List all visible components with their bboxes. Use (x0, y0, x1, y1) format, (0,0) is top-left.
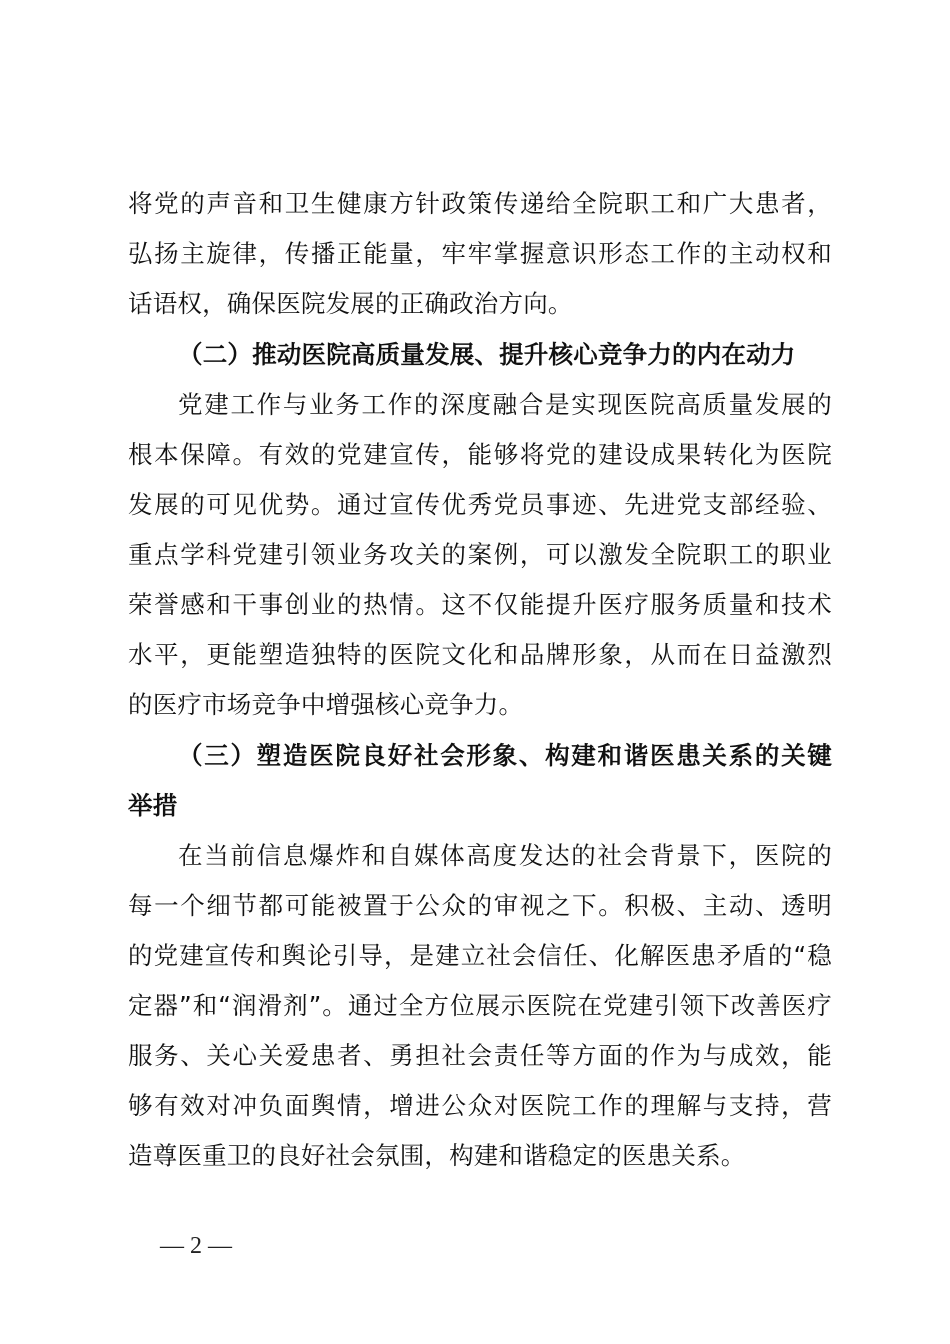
paragraph-line: 的党建宣传和舆论引导，是建立社会信任、化解医患矛盾的“稳 (128, 941, 832, 970)
paragraph-line: 够有效对冲负面舆情，增进公众对医院工作的理解与支持，营 (128, 1091, 832, 1120)
paragraph-line: 定器”和“润滑剂”。通过全方位展示医院在党建引领下改善医疗 (128, 991, 832, 1020)
paragraph-line: 服务、关心关爱患者、勇担社会责任等方面的作为与成效，能 (128, 1041, 832, 1070)
paragraph-line: 将党的声音和卫生健康方针政策传递给全院职工和广大患者， (128, 189, 832, 218)
paragraph-line: 发展的可见优势。通过宣传优秀党员事迹、先进党支部经验、 (128, 490, 832, 519)
paragraph-line: 荣誉感和干事创业的热情。这不仅能提升医疗服务质量和技术 (128, 590, 832, 619)
paragraph-line: 造尊医重卫的良好社会氛围，构建和谐稳定的医患关系。 (128, 1141, 746, 1170)
paragraph-line: 话语权，确保医院发展的正确政治方向。 (128, 289, 573, 318)
paragraph-line: 的医疗市场竞争中增强核心竞争力。 (128, 690, 524, 719)
section-heading-2: （二）推动医院高质量发展、提升核心竞争力的内在动力 (178, 340, 796, 369)
section-heading-3-continued: 举措 (128, 791, 178, 820)
section-heading-3: （三）塑造医院良好社会形象、构建和谐医患关系的关键 (178, 741, 832, 770)
paragraph-line: 每一个细节都可能被置于公众的审视之下。积极、主动、透明 (128, 891, 832, 920)
paragraph-line: 根本保障。有效的党建宣传，能够将党的建设成果转化为医院 (128, 440, 832, 469)
paragraph-line: 弘扬主旋律，传播正能量，牢牢掌握意识形态工作的主动权和 (128, 239, 832, 268)
paragraph-line: 党建工作与业务工作的深度融合是实现医院高质量发展的 (178, 390, 832, 419)
paragraph-line: 在当前信息爆炸和自媒体高度发达的社会背景下，医院的 (178, 841, 832, 870)
paragraph-line: 水平，更能塑造独特的医院文化和品牌形象，从而在日益激烈 (128, 640, 832, 669)
page-number: — 2 — (160, 1233, 232, 1259)
paragraph-line: 重点学科党建引领业务攻关的案例，可以激发全院职工的职业 (128, 540, 832, 569)
